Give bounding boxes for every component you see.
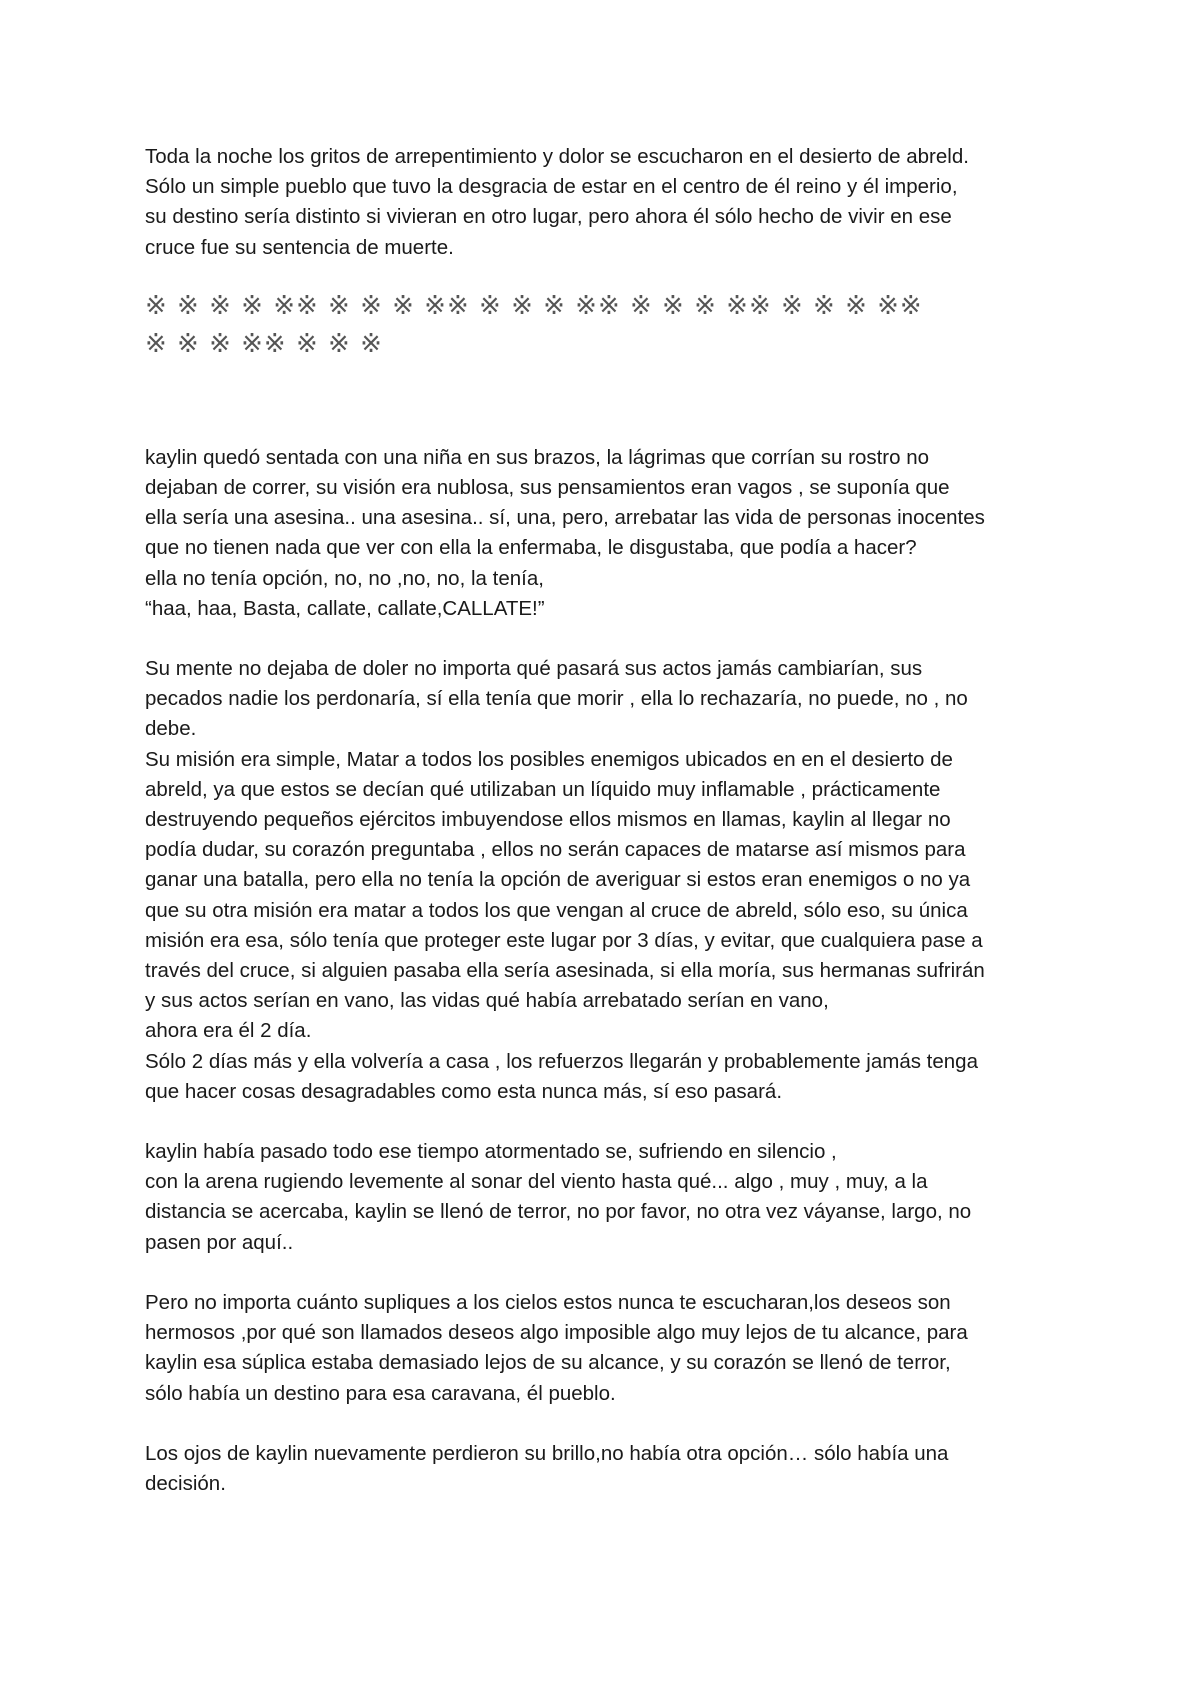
text-line: hermosos ,por qué son llamados deseos algo imposible algo muy lejos de tu alcance, para [145,1321,968,1345]
text-line: ella no tenía opción, no, no ,no, no, la tenía, [145,566,544,590]
text-line: y sus actos serían en vano, las vidas qué había arrebatado serían en vano, [145,989,829,1013]
text-line: debe. [145,717,197,741]
separator-line: ※ ※ ※ ※ ※※ ※ ※ ※ ※※ ※ ※ ※ ※※ ※ ※ ※ ※※ ※ ※ ※ ※※ [145,290,923,321]
text-line: Su mente no dejaba de doler no importa qué pasará sus actos jamás cambiarían, sus [145,657,923,681]
paragraph-2 [145,654,1055,1107]
text-line: dejaban de correr, su visión era nublosa, sus pensamientos eran vagos , se suponía que [145,475,950,499]
text-line: Sólo un simple pueblo que tuvo la desgracia de estar en el centro de él reino y él imperio, [145,175,958,199]
text-line: cruce fue su sentencia de muerte. [145,235,454,259]
text-line: través del cruce, si alguien pasaba ella sería asesinada, si ella moría, sus hermanas sufrirán [145,958,985,982]
text-line: ella sería una asesina.. una asesina.. sí, una, pero, arrebatar las vida de personas inocentes [145,506,985,530]
text-line: Pero no importa cuánto supliques a los cielos estos nunca te escucharan,los deseos son [145,1291,951,1314]
text-line: Sólo 2 días más y ella volvería a casa , los refuerzos llegarán y probablemente jamás tenga [145,1049,978,1073]
paragraph-5 [145,1439,1055,1499]
text-line: que su otra misión era matar a todos los que vengan al cruce de abreld, sólo eso, su única [145,898,968,922]
text-line: ahora era él 2 día. [145,1019,312,1043]
document-body [145,142,1055,1499]
text-line: sólo había un destino para esa caravana, él pueblo. [145,1381,616,1405]
text-line: que no tienen nada que ver con ella la enfermaba, le disgustaba, que podía a hacer? [145,536,917,560]
text-line: “haa, haa, Basta, callate, callate,CALLATE!” [145,596,545,620]
text-line: kaylin había pasado todo ese tiempo atormentado se, sufriendo en silencio , [145,1140,837,1164]
text-line: kaylin quedó sentada con una niña en sus brazos, la lágrimas que corrían su rostro no [145,445,930,469]
text-line: Los ojos de kaylin nuevamente perdieron su brillo,no había otra opción… sólo había una [145,1441,949,1465]
intro-paragraph [145,142,1055,263]
text-line: ganar una batalla, pero ella no tenía la opción de averiguar si estos eran enemigos o no ya [145,868,971,892]
paragraph-4 [145,1288,1055,1409]
text-line: destruyendo pequeños ejércitos imbuyendose ellos mismos en llamas, kaylin al llegar no [145,808,951,831]
text-line: kaylin esa súplica estaba demasiado lejos de su alcance, y su corazón se llenó de terror, [145,1351,951,1375]
text-line: que hacer cosas desagradables como esta nunca más, sí eso pasará. [145,1079,783,1103]
separator-line: ※ ※ ※ ※※ ※ ※ ※ [145,328,383,359]
text-line: su destino sería distinto si vivieran en otro lugar, pero ahora él sólo hecho de vivir en ese [145,205,952,229]
text-line: Toda la noche los gritos de arrepentimiento y dolor se escucharon en el desierto de abreld. [145,145,969,168]
text-line: decisión. [145,1472,226,1496]
section-separator [145,287,1055,363]
text-line: pecados nadie los perdonaría, sí ella tenía que morir , ella lo rechazaría, no puede, no , no [145,687,968,711]
text-line: abreld, ya que estos se decían qué utilizaban un líquido muy inflamable , prácticamente [145,777,941,801]
text-line: Su misión era simple, Matar a todos los posibles enemigos ubicados en en el desierto de [145,747,953,771]
text-line: con la arena rugiendo levemente al sonar del viento hasta qué... algo , muy , muy, a la [145,1170,928,1194]
text-line: distancia se acercaba, kaylin se llenó de terror, no por favor, no otra vez váyanse, largo, no [145,1200,972,1224]
paragraph-1 [145,443,1055,624]
text-line: misión era esa, sólo tenía que proteger este lugar por 3 días, y evitar, que cualquiera pase a [145,928,983,952]
paragraph-3 [145,1137,1055,1258]
text-line: podía dudar, su corazón preguntaba , ellos no serán capaces de matarse así mismos para [145,838,966,862]
text-line: pasen por aquí.. [145,1230,294,1254]
